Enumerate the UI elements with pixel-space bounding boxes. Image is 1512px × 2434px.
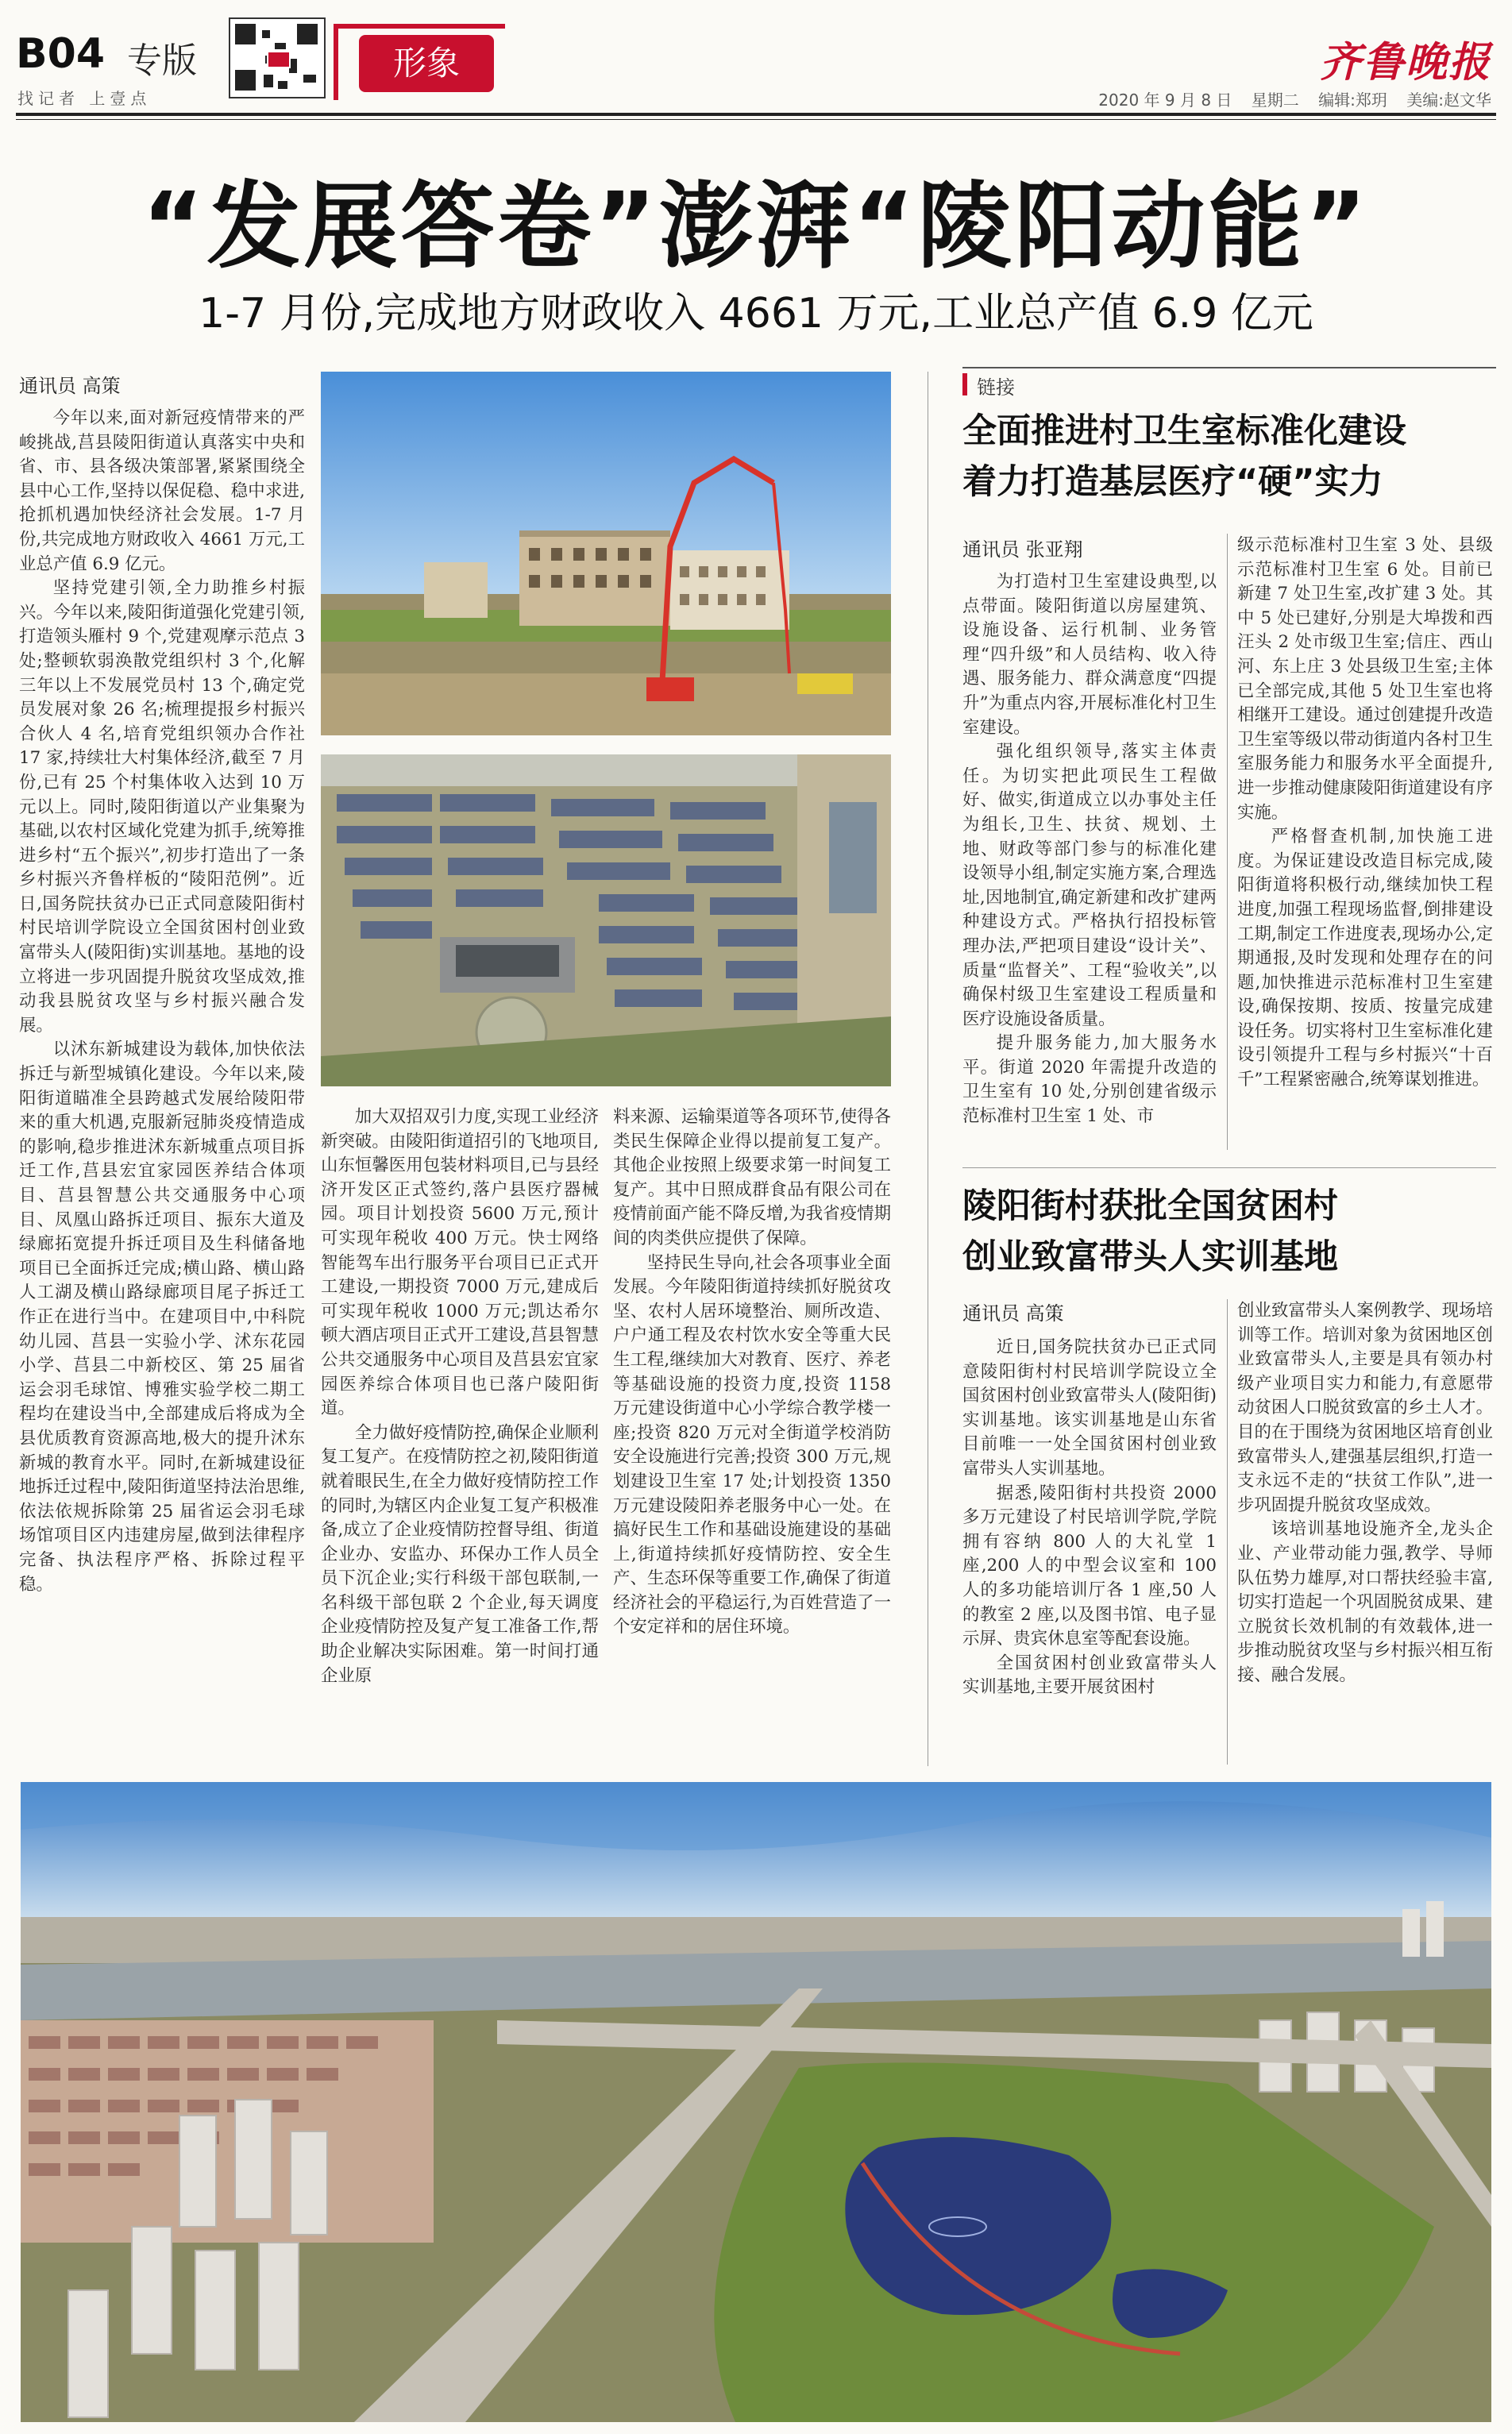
sidebar-article2-column-a [962,1336,1217,1765]
sidebar-article2-title-line1: 陵阳街村获批全国贫困村 [962,1186,1338,1226]
section-badge: 形象 [359,35,494,92]
article-byline: 通讯员 高策 [19,375,121,397]
article-subtitle: 1-7 月份,完成地方财政收入 4661 万元,工业总产值 6.9 亿元 [199,290,1313,338]
header-rule-thin [16,119,1496,120]
paragraph: 全力做好疫情防控,确保企业顺利复工复产。在疫情防控之初,陵阳街道就着眼民生,在全力做好疫情防控工作的同时,为辖区内企业复工复产积极准备,成立了企业疫情防控督导组、街道企业办、安监办、环保办工作人员全员下沉企业;实行科级干部包联制,一名科级干部包联 2 个企业,每天调度企业疫情防控及复产复工准备工作,帮助企业解决实际困难。第一时间打通企业原 [321,1422,599,1686]
paragraph: 今年以来,面对新冠疫情带来的严峻挑战,莒县陵阳街道认真落实中央和省、市、县各级决策部署,紧紧围绕全县中心工作,坚持以保促稳、稳中求进,抢抓机遇加快经济社会发展。1-7 月份,共完成地方财政收入 4661 万元,工业总产值 6.9 亿元。 [19,408,305,574]
sidebar-tag-mark [962,373,967,395]
sidebar-article1-byline: 通讯员 张亚翔 [962,538,1083,561]
aerial-village-solar-photo [321,754,891,1086]
construction-site-photo [321,372,891,735]
paragraph: 提升服务能力,加大服务水平。街道 2020 年需提升改造的卫生室有 10 处,分别创建省级示范标准村卫生室 1 处、市 [962,1033,1217,1127]
sidebar-article2-byline: 通讯员 高策 [962,1302,1064,1325]
aerial-new-town-lake-photo [21,1782,1491,2422]
article-column-3 [613,1105,891,1772]
paragraph: 以沭东新城建设为载体,加快依法拆迁与新型城镇化建设。今年以来,陵阳街道瞄准全县跨越式发展给陵阳带来的重大机遇,克服新冠肺炎疫情造成的影响,稳步推进沭东新城重点项目拆迁工作,莒县宏宜家园医养结合体项目、莒县智慧公共交通服务中心项目、凤凰山路拆迁项目、振东大道及绿廊拓宽提升拆迁项目及生科储备地项目已全面拆迁完成;横山路、横山路人工湖及横山路绿廊项目尾子拆迁工作正在进行当中。在建项目中,中科院幼儿园、莒县一实验小学、沭东花园小学、莒县二中新校区、第 25 届省运会羽毛球馆、博雅实验学校二期工程均在建设当中,全部建成后将成为全县优质教育资源高地,极大的提升沭东新城的教育水平。同时,在新城建设征地拆迁过程中,陵阳街道坚持法治思维,依法依规拆除第 25 届省运会羽毛球场馆项目区内违建房屋,做到法律程序完备、执法程序严格、拆除过程平稳。 [19,1040,305,1595]
sidebar-article1-title-line1: 全面推进村卫生室标准化建设 [962,411,1406,451]
paragraph: 坚持民生导向,社会各项事业全面发展。今年陵阳街道持续抓好脱贫攻坚、农村人居环境整治、厕所改造、户户通工程及农村饮水安全等重大民生工程,继续加大对教育、医疗、养老等基础设施的投资力度,投资 1158 万元建设街道中心小学综合教学楼一座;投资 820 万元对全街道学校消防安全设施进行完善;投资 300 万元,规划建设卫生室 17 处;计划投资 1350 万元建设陵阳养老服务中心一处。在搞好民生工作和基础设施建设的基础上,街道持续抓好疫情防控、安全生产、生态环保等重要工作,确保了街道经济社会的平稳运行,为百姓营造了一个安定祥和的居住环境。 [613,1252,891,1637]
sidebar-tag: 链接 [977,376,1015,399]
paragraph: 该培训基地设施齐全,龙头企业、产业带动能力强,教学、导师队伍势力雄厚,对口帮扶经验丰富,切实打造起一个巩固脱贫成果、建立脱贫长效机制的有效载体,进一步推动脱贫攻坚与乡村振兴相互衔接、融合发展。 [1237,1519,1493,1685]
paragraph: 为打造村卫生室建设典型,以点带面。陵阳街道以房屋建筑、设施设备、运行机制、业务管理“四升级”和人员结构、收入待遇、服务能力、群众满意度“四提升”为重点内容,开展标准化村卫生室建设。 [962,572,1217,738]
qr-code-icon[interactable] [229,17,326,98]
paragraph: 级示范标准村卫生室 3 处、县级示范标准村卫生室 6 处。目前已新建 7 处卫生室,改扩建 3 处。其中 5 处已建好,分别是大埠拨和西汪头 2 处市级卫生室;信庄、西山河、东上庄 3 处县级卫生室;主体已全部完成,其他 5 处卫生室也将相继开工建设。通过创建提升改造卫生室等级以带动街道内各村卫生室服务能力和服务水平全面提升,进一步推动健康陵阳街道建设有序实施。 [1237,535,1493,823]
article-column-2 [321,1105,599,1772]
paragraph: 创业致富带头人案例教学、现场培训等工作。培训对象为贫困地区创业致富带头人,主要是具有领办村级产业项目实力和能力,有意愿带动贫困人口脱贫致富的乡土人才。目的在于围绕为贫困地区培育创业致富带头人,建强基层组织,打造一支永远不走的“扶贫工作队”,进一步巩固提升脱贫攻坚成效。 [1237,1301,1493,1515]
masthead-logo: 齐鲁晚报 [1319,38,1491,87]
paragraph: 全国贫困村创业致富带头人实训基地,主要开展贫困村 [962,1653,1217,1698]
sidebar-article1-column-a [962,570,1217,1158]
article-headline: “发展答卷”澎湃“陵阳动能” [141,172,1371,281]
sidebar-column-divider [1227,1299,1228,1765]
editor-credit: 编辑:郑玥 [1318,91,1387,110]
section-name: 专版 [127,41,197,81]
paragraph: 加大双招双引力度,实现工业经济新突破。由陵阳街道招引的飞地项目,山东恒馨医用包装材料项目,已与县经济开发区正式签约,落户县医疗器械园。项目计划投资 5600 万元,预计可实现年税收 400 万元。快士网络智能驾车出行服务平台项目已正式开工建设,一期投资 7000 万元,建成后可实现年税收 1000 万元;凯达希尔顿大酒店项目正式开工建设,莒县智慧公共交通服务中心项目及莒县宏宜家园医养综合体项目也已落户陵阳街道。 [321,1107,599,1419]
paragraph: 强化组织领导,落实主体责任。为切实把此项民生工程做好、做实,街道成立以办事处主任为组长,卫生、扶贫、规划、土地、财政等部门参与的标准化建设领导小组,制定实施方案,合理选址,因地制宜,确定新建和改扩建两种建设方式。严格执行招投标管理办法,严把项目建设“设计关”、质量“监督关”、工程“验收关”,以确保村级卫生室建设工程质量和医疗设施设备质量。 [962,742,1217,1029]
sidebar-separator [962,1167,1496,1168]
sidebar-article2-column-b [1237,1299,1493,1768]
page-number: B04 [16,30,105,78]
paragraph: 坚持党建引领,全力助推乡村振兴。今年以来,陵阳街道强化党建引领,打造领头雁村 9 个,党建观摩示范点 3 处;整顿软弱涣散党组织村 3 个,化解三年以上不发展党员村 13 个,确定党员发展对象 26 名;梳理提报乡村振兴合伙人 4 名,培育党组织领办合作社 17 家,持续壮大村集体经济,截至 7 月份,已有 25 个村集体收入达到 10 万元以上。同时,陵阳街道以产业集聚为基础,以农村区域化党建为抓手,统筹推进乡村“五个振兴”,初步打造出了一条乡村振兴齐鲁样板的“陵阳范例”。近日,国务院扶贫办已正式同意陵阳街村村民培训学院设立全国贫困村创业致富带头人(陵阳街)实训基地。基地的设立将进一步巩固提升脱贫攻坚成效,推动我县脱贫攻坚与乡村振兴融合发展。 [19,578,305,1036]
issue-meta [1084,87,1491,110]
paragraph: 料来源、运输渠道等各项环节,使得各类民生保障企业得以提前复工复产。其他企业按照上级要求第一时间复工复产。其中日照成群食品有限公司在疫情前面产能不降反增,为我省疫情期间的肉类供应提供了保障。 [613,1107,891,1248]
sidebar-rule [962,367,1496,368]
paragraph: 据悉,陵阳街村共投资 2000 多万元建设了村民培训学院,学院拥有容纳 800 人的大礼堂 1 座,200 人的中型会议室和 100 人的多功能培训厅各 1 座,50 人的教室 2 座,以及图书馆、电子显示屏、贵宾休息室等配套设施。 [962,1483,1217,1649]
paragraph: 严格督查机制,加快施工进度。为保证建设改造目标完成,陵阳街道将积极行动,继续加快工程进度,加强工程现场监督,倒排建设工期,制定工作进度表,现场办公,定期通报,及时发现和处理存在的问题,加快推进示范标准村卫生室建设,确保按期、按质、按量完成建设任务。切实将村卫生室标准化建设引领提升工程与乡村振兴“十百千”工程紧密融合,统筹谋划推进。 [1237,827,1493,1090]
article-column-1 [19,407,305,1772]
sidebar-article1-title-line2: 着力打造基层医疗“硬”实力 [962,462,1383,502]
header-slogan: 找记者 上壹点 [17,89,152,108]
paragraph: 近日,国务院扶贫办已正式同意陵阳街村村民培训学院设立全国贫困村创业致富带头人(陵阳街)实训基地。该实训基地是山东省目前唯一一处全国贫困村创业致富带头人实训基地。 [962,1337,1217,1479]
header-rule [16,113,1496,116]
designer-credit: 美编:赵文华 [1406,91,1491,110]
sidebar-article1-column-b [1237,534,1493,1158]
issue-date: 2020 年 9 月 8 日 [1098,91,1232,110]
issue-weekday: 星期二 [1251,91,1299,110]
sidebar-article2-title-line2: 创业致富带头人实训基地 [962,1237,1338,1277]
sidebar-column-divider [1227,534,1228,1150]
